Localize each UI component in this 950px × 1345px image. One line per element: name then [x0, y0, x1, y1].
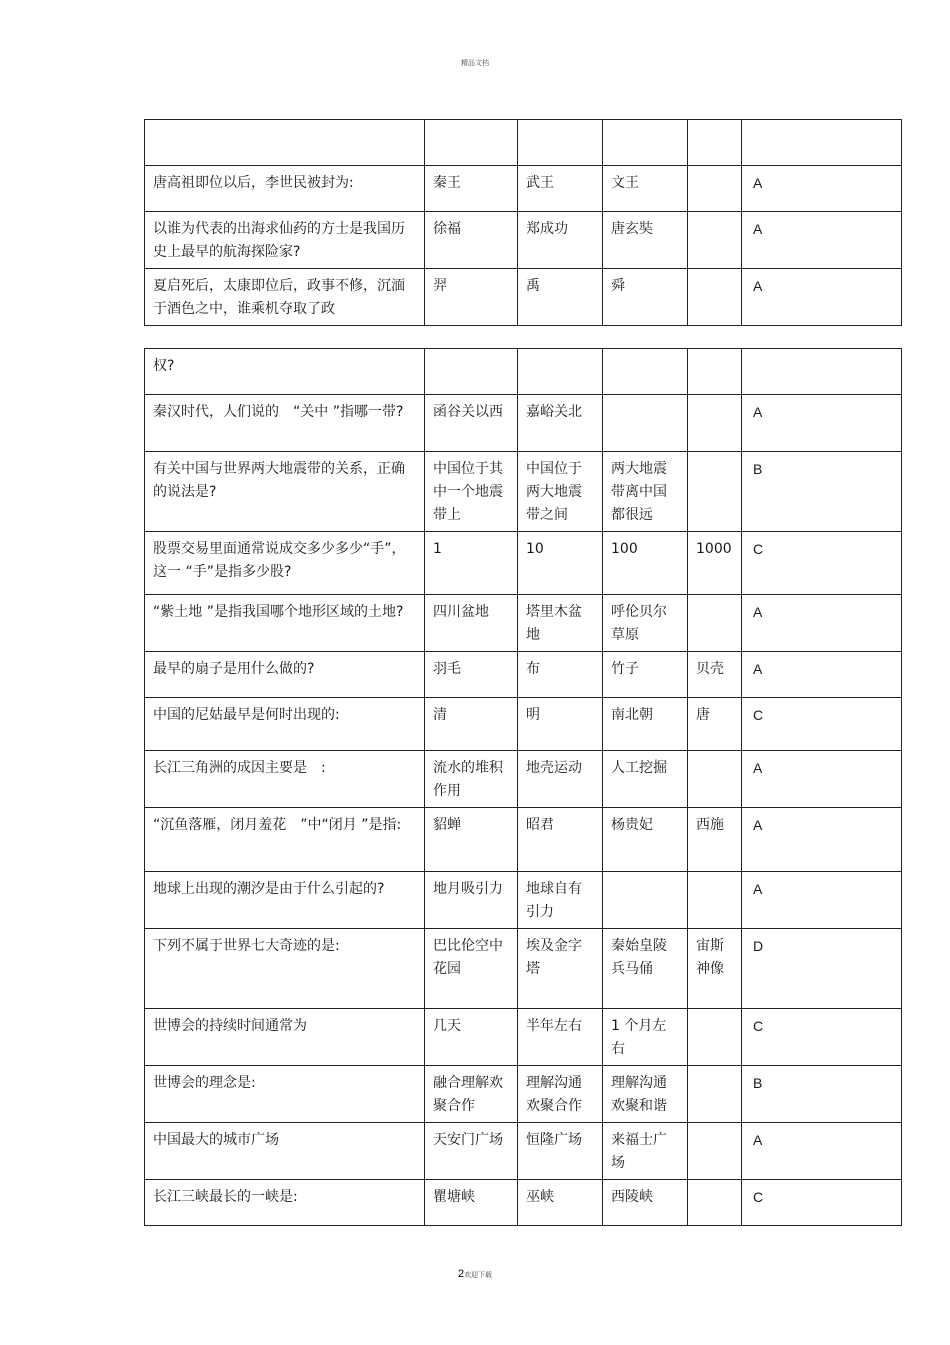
option-a-cell: 羿	[425, 269, 518, 326]
option-b-cell: 郑成功	[518, 212, 603, 269]
option-b-cell: 理解沟通欢聚合作	[518, 1066, 603, 1123]
option-c-cell: 理解沟通欢聚和谐	[603, 1066, 688, 1123]
question-cell: 中国的尼姑最早是何时出现的:	[145, 698, 425, 751]
option-d-cell	[688, 269, 742, 326]
question-cell: 以谁为代表的出海求仙药的方士是我国历史上最早的航海探险家?	[145, 212, 425, 269]
answer-cell: A	[742, 872, 902, 929]
table-row	[145, 751, 902, 808]
option-c-cell: 秦始皇陵兵马俑	[603, 929, 688, 1009]
answer-cell: A	[742, 395, 902, 452]
answer-cell: A	[742, 1123, 902, 1180]
option-d-cell	[688, 1180, 742, 1226]
option-c-cell: 唐玄奘	[603, 212, 688, 269]
option-d-cell	[688, 751, 742, 808]
option-b-cell: 昭君	[518, 808, 603, 872]
question-cell: 地球上出现的潮汐是由于什么引起的?	[145, 872, 425, 929]
question-cell	[145, 120, 425, 166]
answer-cell	[742, 349, 902, 395]
option-c-cell	[603, 872, 688, 929]
option-a-cell: 瞿塘峡	[425, 1180, 518, 1226]
answer-cell: B	[742, 452, 902, 532]
option-a-cell	[425, 349, 518, 395]
option-b-cell: 嘉峪关北	[518, 395, 603, 452]
table-row	[145, 452, 902, 532]
option-c-cell: 1 个月左右	[603, 1009, 688, 1066]
question-cell: “沉鱼落雁，闭月羞花 ”中“闭月 ”是指:	[145, 808, 425, 872]
option-d-cell	[688, 1009, 742, 1066]
option-b-cell: 武王	[518, 166, 603, 212]
option-c-cell: 竹子	[603, 652, 688, 698]
option-b-cell: 巫峡	[518, 1180, 603, 1226]
table-row	[145, 166, 902, 212]
table-row	[145, 652, 902, 698]
table-row	[145, 120, 902, 166]
option-c-cell: 100	[603, 532, 688, 595]
option-a-cell: 四川盆地	[425, 595, 518, 652]
option-d-cell	[688, 1123, 742, 1180]
question-cell: 长江三峡最长的一峡是:	[145, 1180, 425, 1226]
option-a-cell: 中国位于其中一个地震带上	[425, 452, 518, 532]
option-a-cell: 函谷关以西	[425, 395, 518, 452]
option-a-cell: 巴比伦空中花园	[425, 929, 518, 1009]
table-row	[145, 395, 902, 452]
table-row	[145, 595, 902, 652]
option-c-cell: 呼伦贝尔草原	[603, 595, 688, 652]
option-b-cell: 埃及金字塔	[518, 929, 603, 1009]
answer-cell: A	[742, 166, 902, 212]
table-row	[145, 698, 902, 751]
answer-cell: D	[742, 929, 902, 1009]
table-row	[145, 349, 902, 395]
answer-cell: A	[742, 269, 902, 326]
option-d-cell	[688, 349, 742, 395]
option-b-cell: 10	[518, 532, 603, 595]
option-c-cell: 两大地震带离中国都很远	[603, 452, 688, 532]
question-cell: 权?	[145, 349, 425, 395]
answer-cell: A	[742, 212, 902, 269]
answer-cell: A	[742, 751, 902, 808]
table-row	[145, 929, 902, 1009]
answer-cell: A	[742, 808, 902, 872]
page-header-note: 精品文档	[461, 59, 489, 67]
question-cell: 最早的扇子是用什么做的?	[145, 652, 425, 698]
option-c-cell: 西陵峡	[603, 1180, 688, 1226]
answer-cell: C	[742, 698, 902, 751]
option-c-cell: 人工挖掘	[603, 751, 688, 808]
option-b-cell	[518, 349, 603, 395]
option-d-cell: 宙斯神像	[688, 929, 742, 1009]
question-cell: 长江三角洲的成因主要是 :	[145, 751, 425, 808]
option-a-cell: 羽毛	[425, 652, 518, 698]
option-c-cell: 来福士广场	[603, 1123, 688, 1180]
option-b-cell: 明	[518, 698, 603, 751]
option-a-cell: 秦王	[425, 166, 518, 212]
option-d-cell	[688, 212, 742, 269]
question-cell: 中国最大的城市广场	[145, 1123, 425, 1180]
table-row	[145, 808, 902, 872]
question-cell: 下列不属于世界七大奇迹的是:	[145, 929, 425, 1009]
table-row	[145, 212, 902, 269]
question-cell: “紫土地 ”是指我国哪个地形区域的土地?	[145, 595, 425, 652]
question-cell: 有关中国与世界两大地震带的关系，正确的说法是?	[145, 452, 425, 532]
option-c-cell: 杨贵妃	[603, 808, 688, 872]
option-c-cell: 舜	[603, 269, 688, 326]
option-d-cell	[688, 1066, 742, 1123]
option-d-cell: 贝壳	[688, 652, 742, 698]
footer-note: 欢迎下载	[464, 1271, 493, 1279]
option-b-cell: 地壳运动	[518, 751, 603, 808]
option-a-cell: 清	[425, 698, 518, 751]
option-c-cell	[603, 349, 688, 395]
option-d-cell: 1000	[688, 532, 742, 595]
table-row	[145, 1123, 902, 1180]
option-d-cell	[688, 395, 742, 452]
answer-cell	[742, 120, 902, 166]
table-row	[145, 532, 902, 595]
option-b-cell: 恒隆广场	[518, 1123, 603, 1180]
option-a-cell: 天安门广场	[425, 1123, 518, 1180]
option-b-cell: 中国位于两大地震带之间	[518, 452, 603, 532]
option-c-cell: 文王	[603, 166, 688, 212]
option-d-cell: 唐	[688, 698, 742, 751]
question-cell: 秦汉时代，人们说的 “关中 ”指哪一带?	[145, 395, 425, 452]
question-cell: 世博会的理念是:	[145, 1066, 425, 1123]
option-d-cell	[688, 120, 742, 166]
option-b-cell: 半年左右	[518, 1009, 603, 1066]
quiz-table-top	[144, 119, 902, 326]
option-b-cell: 地球自有引力	[518, 872, 603, 929]
page-footer	[0, 1268, 950, 1280]
option-a-cell: 几天	[425, 1009, 518, 1066]
answer-cell: A	[742, 652, 902, 698]
option-c-cell	[603, 120, 688, 166]
table-row	[145, 872, 902, 929]
quiz-table-main	[144, 348, 902, 1226]
option-b-cell	[518, 120, 603, 166]
answer-cell: C	[742, 1009, 902, 1066]
option-d-cell	[688, 595, 742, 652]
option-b-cell: 塔里木盆地	[518, 595, 603, 652]
option-b-cell: 禹	[518, 269, 603, 326]
option-a-cell: 流水的堆积作用	[425, 751, 518, 808]
question-cell: 世博会的持续时间通常为	[145, 1009, 425, 1066]
option-a-cell: 融合理解欢聚合作	[425, 1066, 518, 1123]
table-row	[145, 269, 902, 326]
answer-cell: B	[742, 1066, 902, 1123]
question-cell: 夏启死后，太康即位后，政事不修，沉湎于酒色之中，谁乘机夺取了政	[145, 269, 425, 326]
question-cell: 股票交易里面通常说成交多少多少“手”，这一 “手”是指多少股?	[145, 532, 425, 595]
table-row	[145, 1009, 902, 1066]
option-a-cell: 徐福	[425, 212, 518, 269]
question-cell: 唐高祖即位以后，李世民被封为:	[145, 166, 425, 212]
option-a-cell: 地月吸引力	[425, 872, 518, 929]
option-d-cell	[688, 166, 742, 212]
table-row	[145, 1180, 902, 1226]
answer-cell: A	[742, 595, 902, 652]
option-d-cell	[688, 872, 742, 929]
option-a-cell: 1	[425, 532, 518, 595]
option-c-cell	[603, 395, 688, 452]
option-b-cell: 布	[518, 652, 603, 698]
option-d-cell	[688, 452, 742, 532]
option-a-cell: 貂蝉	[425, 808, 518, 872]
page-number: 2	[457, 1268, 465, 1280]
answer-cell: C	[742, 1180, 902, 1226]
answer-cell: C	[742, 532, 902, 595]
option-d-cell: 西施	[688, 808, 742, 872]
option-c-cell: 南北朝	[603, 698, 688, 751]
option-a-cell	[425, 120, 518, 166]
table-row	[145, 1066, 902, 1123]
